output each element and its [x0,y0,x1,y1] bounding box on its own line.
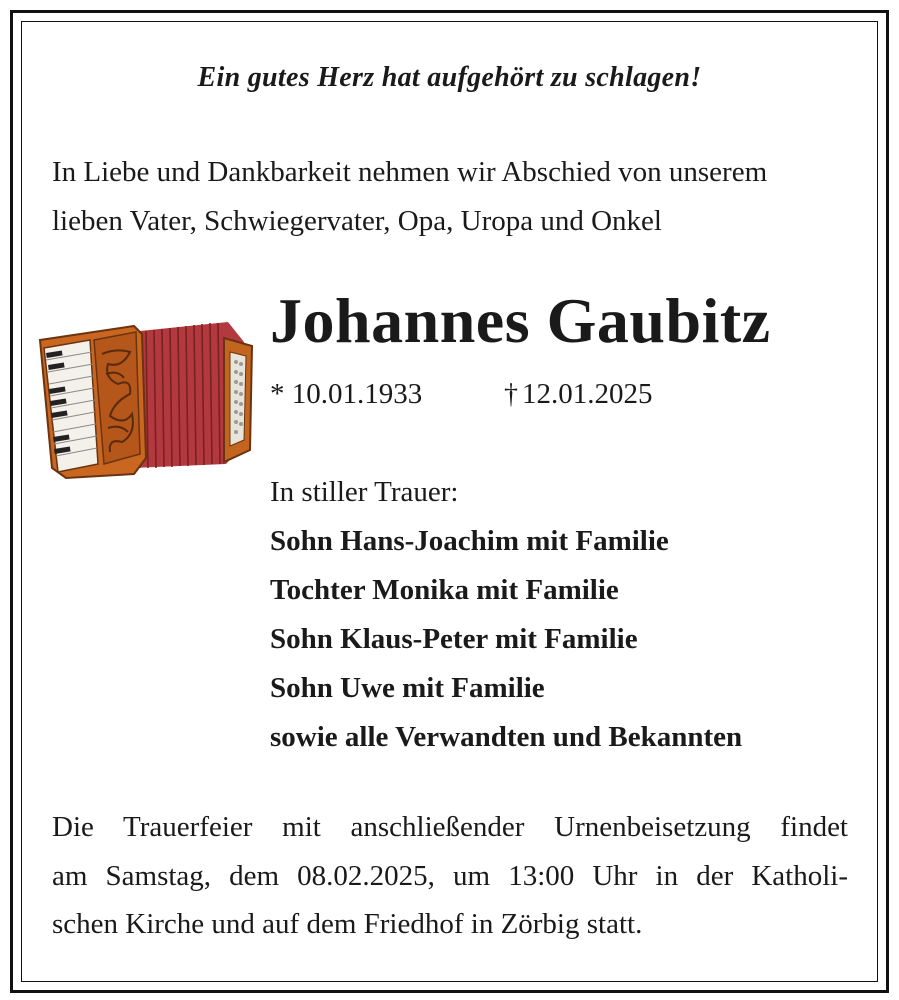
accordion-bass-side [224,338,252,462]
notice-line: schen Kirche und auf dem Friedhof in Zörbig statt. [52,908,643,940]
motto-heading: Ein gutes Herz hat aufgehört zu schlagen! [197,62,702,93]
mourner-entry: sowie alle Verwandten und Bekannten [270,721,743,753]
mourner-entry: Sohn Uwe mit Familie [270,672,545,704]
accordion-treble-body [40,326,146,478]
funeral-notice [52,803,848,949]
notice-line: am Samstag, dem 08.02.2025, um 13:00 Uhr in der Katholi- [52,859,848,892]
intro-line: lieben Vater, Schwiegervater, Opa, Uropa und Onkel [52,205,662,237]
death-date: 12.01.2025 [522,378,653,410]
mourner-entry: Sohn Klaus-Peter mit Familie [270,623,638,655]
intro-text [52,148,767,246]
accordion-icon [38,318,256,480]
cross-icon: † [504,379,518,410]
mourner-entry: Tochter Monika mit Familie [270,574,619,606]
birth-date: * 10.01.1933 [270,378,423,410]
mourners-lead: In stiller Trauer: [270,476,459,508]
life-dates [270,378,653,411]
intro-line: In Liebe und Dankbarkeit nehmen wir Abschied von unserem [52,156,768,188]
mourner-entry: Sohn Hans-Joachim mit Familie [270,525,669,557]
mourners-block [270,468,742,762]
deceased-name: Johannes Gaubitz [270,285,771,356]
death-date-group [504,378,653,411]
notice-line: Die Trauerfeier mit anschließender Urnenbeisetzung findet [52,811,848,843]
